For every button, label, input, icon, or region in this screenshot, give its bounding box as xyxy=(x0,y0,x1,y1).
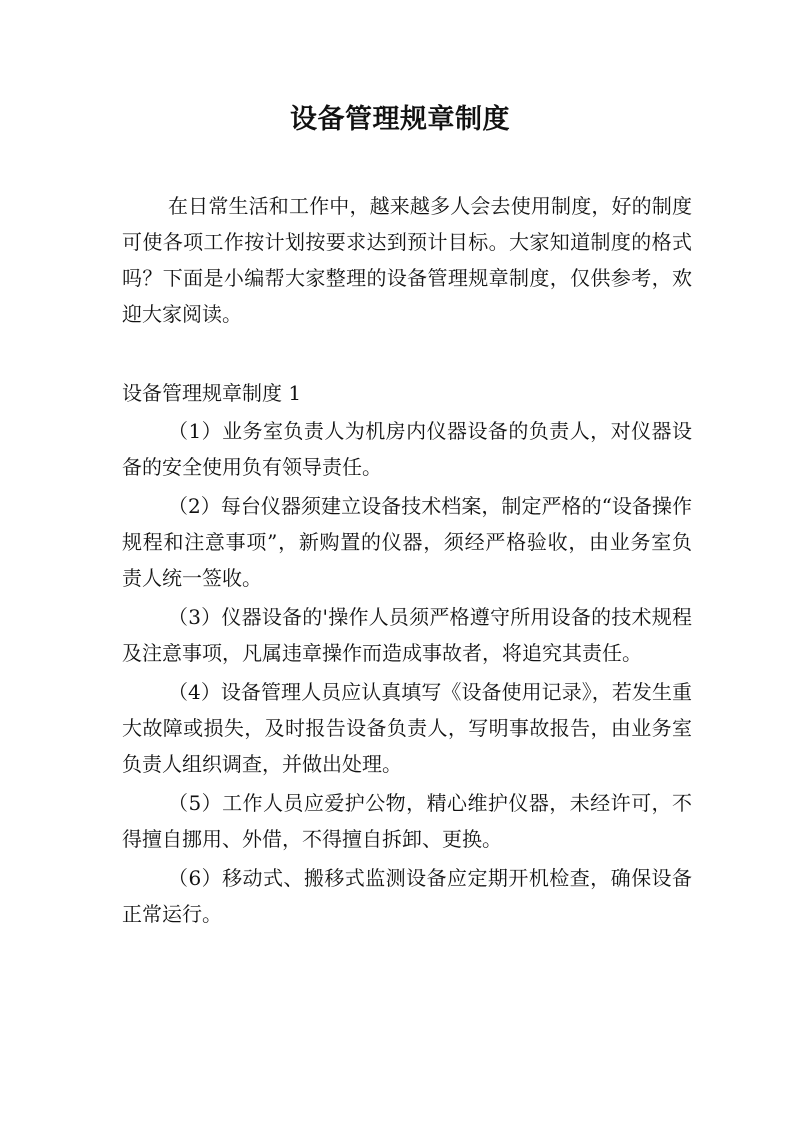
rule-item-1: （1）业务室负责人为机房内仪器设备的负责人，对仪器设备的安全使用负有领导责任。 xyxy=(122,419,692,479)
rule-item-4: （4）设备管理人员应认真填写《设备使用记录》，若发生重大故障或损失，及时报告设备负责人，写明事故报告，由业务室负责人组织调查，并做出处理。 xyxy=(122,680,692,776)
rule-item-5: （5）工作人员应爱护公物，精心维护仪器，未经许可，不得擅自挪用、外借，不得擅自拆卸、更换。 xyxy=(122,791,692,851)
rule-item-2: （2）每台仪器须建立设备技术档案，制定严格的“设备操作规程和注意事项”，新购置的仪器，须经严格验收，由业务室负责人统一签收。 xyxy=(122,494,692,590)
intro-paragraph: 在日常生活和工作中，越来越多人会去使用制度，好的制度可使各项工作按计划按要求达到预计目标。大家知道制度的格式吗？下面是小编帮大家整理的设备管理规章制度，仅供参考，欢迎大家阅读。 xyxy=(122,194,692,326)
rules-list xyxy=(122,413,692,935)
rule-item-3: （3）仪器设备的'操作人员须严格遵守所用设备的技术规程及注意事项，凡属违章操作而造成事故者，将追究其责任。 xyxy=(122,605,692,665)
section-heading: 设备管理规章制度 1 xyxy=(122,381,302,405)
document-title: 设备管理规章制度 xyxy=(290,104,510,135)
rule-item-6: （6）移动式、搬移式监测设备应定期开机检查，确保设备正常运行。 xyxy=(122,866,692,926)
